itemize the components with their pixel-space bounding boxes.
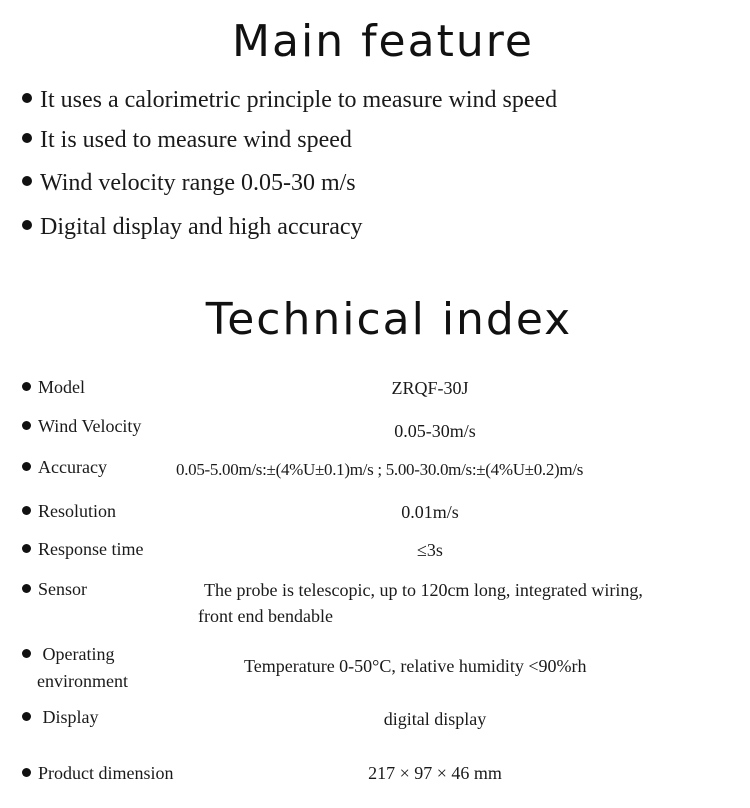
bullet-icon	[22, 584, 31, 593]
spec-value-model: ZRQF-30J	[391, 378, 469, 398]
spec-label-text: Accuracy	[38, 457, 107, 477]
spec-label-resolution	[22, 498, 116, 524]
bullet-icon	[22, 176, 32, 186]
feature-item	[22, 88, 557, 112]
feature-item	[22, 128, 352, 152]
feature-text: It is used to measure wind speed	[40, 127, 352, 153]
spec-value-sensor-line2: front end bendable	[198, 606, 333, 626]
spec-label-text: Operating	[42, 644, 115, 664]
spec-label-environment: environment	[37, 671, 128, 691]
feature-item	[22, 171, 356, 195]
bullet-icon	[22, 506, 31, 515]
feature-text: It uses a calorimetric principle to measure wind speed	[40, 87, 558, 113]
bullet-icon	[22, 421, 31, 430]
spec-value-product-dimension: 217 × 97 × 46 mm	[368, 763, 502, 783]
spec-value-wind-velocity: 0.05-30m/s	[394, 421, 476, 441]
spec-label-text: Model	[38, 377, 85, 397]
bullet-icon	[22, 93, 32, 103]
spec-label-text: Sensor	[38, 579, 87, 599]
feature-text: Digital display and high accuracy	[40, 214, 363, 240]
spec-label-sensor	[22, 576, 87, 602]
bullet-icon	[22, 544, 31, 553]
bullet-icon	[22, 133, 32, 143]
spec-value-response-time: ≤3s	[417, 540, 443, 560]
spec-value-accuracy: 0.05-5.00m/s:±(4%U±0.1)m/s ; 5.00-30.0m/s:±(4%U±0.2)m/s	[176, 460, 584, 479]
spec-value-sensor-line1: The probe is telescopic, up to 120cm long, integrated wiring,	[204, 580, 643, 600]
spec-label-wind-velocity	[22, 413, 141, 439]
bullet-icon	[22, 712, 31, 721]
spec-label-product-dimension	[22, 760, 174, 786]
bullet-icon	[22, 649, 31, 658]
bullet-icon	[22, 382, 31, 391]
spec-label-accuracy	[22, 454, 107, 480]
spec-value-display: digital display	[383, 709, 487, 729]
spec-value-operating-environment: Temperature 0-50°C, relative humidity <90%rh	[244, 656, 587, 676]
feature-text: Wind velocity range 0.05-30 m/s	[40, 170, 356, 196]
spec-label-text: Wind Velocity	[38, 416, 142, 436]
spec-value-resolution: 0.01m/s	[401, 502, 459, 522]
spec-label-response-time	[22, 536, 144, 562]
spec-label-operating	[22, 641, 114, 667]
spec-label-display	[22, 704, 99, 730]
bullet-icon	[22, 768, 31, 777]
spec-label-text: Product dimension	[38, 763, 174, 783]
main-feature-title: Main feature	[232, 16, 534, 67]
technical-index-title: Technical index	[205, 294, 573, 345]
spec-label-model	[22, 374, 85, 400]
feature-item	[22, 215, 363, 239]
spec-label-text: Display	[42, 707, 99, 727]
bullet-icon	[22, 220, 32, 230]
spec-label-text: Resolution	[38, 501, 117, 521]
spec-label-text: Response time	[38, 539, 144, 559]
bullet-icon	[22, 462, 31, 471]
